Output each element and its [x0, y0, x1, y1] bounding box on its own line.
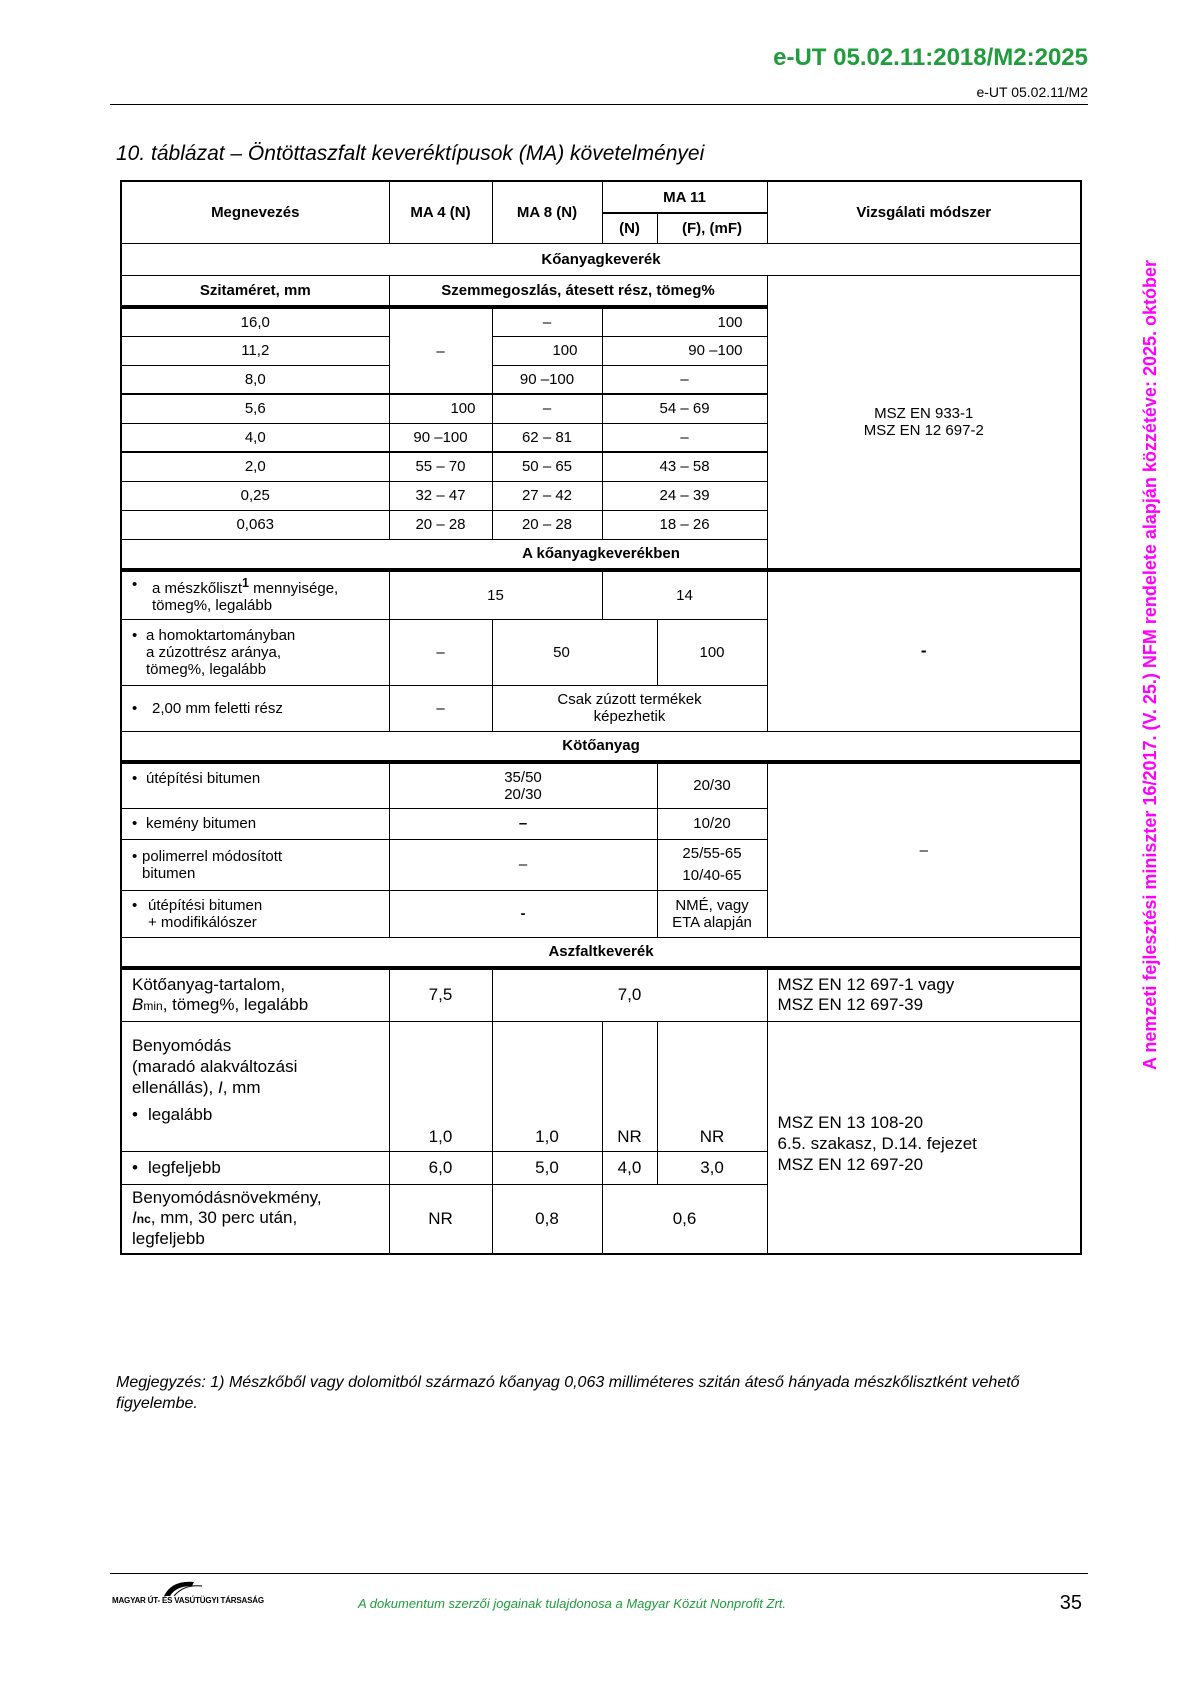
sieve-size: 5,6: [121, 394, 389, 423]
footer-divider: [110, 1573, 1088, 1574]
binder-ma11f: 20/30: [657, 762, 767, 808]
section-in-aggregate: A kőanyagkeverékben: [121, 539, 1081, 570]
coarse-label: [121, 685, 389, 731]
method-line: 6.5. szakasz, D.14. fejezet: [777, 1133, 977, 1153]
sieve-size: 0,25: [121, 481, 389, 510]
indentation-max-ma11n: 4,0: [602, 1151, 657, 1184]
subscript: min: [143, 999, 163, 1014]
ma11-value: 43 – 58: [602, 452, 767, 481]
label-text: bitumen: [142, 864, 196, 882]
text-line: képezhetik: [593, 708, 666, 725]
binder-ma11f: [657, 839, 767, 890]
col-header-ma8: MA 8 (N): [492, 181, 602, 243]
binder-ma4-ma11n: -: [389, 890, 657, 937]
sieve-size: 8,0: [121, 365, 389, 394]
ma8-value: 20 – 28: [492, 510, 602, 539]
binder-ma4-ma11n: –: [389, 839, 657, 890]
bullet-icon: •: [132, 699, 138, 717]
ma11-value: –: [602, 423, 767, 452]
label-text: + modifikálószer: [148, 913, 257, 931]
indentation-min-ma11f: NR: [657, 1021, 767, 1151]
bullet-icon: •: [132, 770, 138, 787]
grading-header: Szemmegoszlás, átesett rész, tömeg%: [389, 275, 767, 307]
bullet-icon: •: [132, 847, 138, 865]
text-line: 10/40-65: [682, 866, 742, 884]
road-arc-icon: [112, 1578, 262, 1598]
footnote: Megjegyzés: 1) Mészkőből vagy dolomitból származó kőanyag 0,063 milliméteres szitán áteső hányada mészkőlisztként vehető figyelembe.: [116, 1374, 1020, 1412]
ma11-value: –: [602, 365, 767, 394]
label-text: legfeljebb: [132, 1229, 205, 1249]
label-text: mennyisége,: [248, 580, 339, 598]
increase-label: [121, 1184, 389, 1254]
copyright-note: A dokumentum szerzői jogainak tulajdonosa a Magyar Közút Nonprofit Zrt.: [358, 1596, 787, 1611]
binder-method: –: [767, 762, 1081, 937]
binder-ma4-ma11n: –: [389, 808, 657, 839]
section-row: [121, 539, 1081, 570]
ma8-value: 50 – 65: [492, 452, 602, 481]
binder-label: [121, 839, 389, 890]
sand-ma4: –: [389, 619, 492, 685]
binder-label: [121, 762, 389, 808]
bullet-icon: •: [132, 576, 138, 594]
indentation-min-ma11n: NR: [602, 1021, 657, 1151]
ma8-value: –: [492, 394, 602, 423]
sieve-size: 16,0: [121, 307, 389, 336]
filler-ma4-ma8: 15: [389, 570, 602, 619]
method-line: MSZ EN 12 697-2: [863, 421, 984, 439]
grading-header-row: [121, 275, 1081, 307]
ma8-value: 90 –100: [492, 365, 602, 394]
text-line: 35/50: [504, 768, 542, 786]
ma4-value: 90 –100: [389, 423, 492, 452]
indentation-max-ma11f: 3,0: [657, 1151, 767, 1184]
bullet-icon: •: [132, 626, 138, 644]
increase-ma11: 0,6: [602, 1184, 767, 1254]
binder-content-method: [767, 968, 1081, 1021]
binder-content-ma4: 7,5: [389, 968, 492, 1021]
symbol: B: [132, 995, 144, 1015]
indentation-min-ma8: 1,0: [492, 1021, 602, 1151]
section-row: [121, 243, 1081, 275]
ma8-value: 100: [492, 336, 602, 365]
bullet-icon: •: [132, 1157, 138, 1177]
method-line: MSZ EN 12 697-20: [777, 1154, 924, 1174]
bullet-icon: •: [132, 896, 138, 914]
text-line: NMÉ, vagy: [675, 896, 749, 914]
indentation-method: [767, 1021, 1081, 1254]
text-line: 25/55-65: [682, 844, 742, 862]
indentation-max-ma4: 6,0: [389, 1151, 492, 1184]
binder-ma11f: [657, 890, 767, 937]
label-text: a zúzottrész aránya,: [146, 643, 282, 661]
ma4-value: –: [389, 307, 492, 394]
coarse-rest: [492, 685, 767, 731]
sieve-size: 11,2: [121, 336, 389, 365]
ma4-value: 100: [389, 394, 492, 423]
text-line: Csak zúzott termékek: [557, 691, 702, 708]
binder-ma11f: 10/20: [657, 808, 767, 839]
in-aggregate-method: -: [767, 570, 1081, 731]
document-id: e-UT 05.02.11:2018/M2:2025: [773, 44, 1088, 71]
header-divider: [110, 104, 1088, 105]
binder-content-label: [121, 968, 389, 1021]
binder-ma4-ma11n: [389, 762, 657, 808]
ma11-value: 24 – 39: [602, 481, 767, 510]
label-text: útépítési bitumen: [148, 896, 263, 914]
label-text: (maradó alakváltozási: [132, 1056, 298, 1076]
coarse-ma4: –: [389, 685, 492, 731]
text-line: 20/30: [504, 785, 542, 803]
table-row: [121, 762, 1081, 808]
col-header-ma11-f: (F), (mF): [657, 213, 767, 243]
grading-method: [767, 275, 1081, 570]
label-text: a mészkőliszt: [152, 580, 243, 598]
ma11-value: 90 –100: [602, 336, 767, 365]
subscript: nc: [136, 1212, 151, 1227]
table-row: [121, 1021, 1081, 1151]
section-row: [121, 937, 1081, 968]
page-number: 35: [1059, 1592, 1082, 1614]
bullet-icon: •: [132, 815, 138, 832]
sand-label: [121, 619, 389, 685]
symbol: I: [218, 1077, 223, 1097]
label-text: Benyomódás: [132, 1035, 232, 1055]
label-text: 2,00 mm feletti rész: [152, 699, 283, 717]
ma8-value: 27 – 42: [492, 481, 602, 510]
label-text: kemény bitumen: [146, 815, 257, 832]
ma8-value: –: [492, 307, 602, 336]
filler-label: [121, 570, 389, 619]
section-row: [121, 731, 1081, 762]
col-header-ma4: MA 4 (N): [389, 181, 492, 243]
method-line: MSZ EN 933-1: [874, 404, 974, 422]
label-text: tömeg%, legalább: [152, 597, 273, 615]
label-text: tömeg%, legalább: [146, 660, 267, 678]
label-text: ellenállás),: [132, 1077, 218, 1097]
ma11-value: 100: [602, 307, 767, 336]
method-line: MSZ EN 13 108-20: [777, 1112, 924, 1132]
section-binder: Kötőanyag: [121, 731, 1081, 762]
col-header-method: Vizsgálati módszer: [767, 181, 1081, 243]
label-text: a homoktartományban: [146, 626, 296, 644]
section-asphalt: Aszfaltkeverék: [121, 937, 1081, 968]
header-row: [121, 181, 1081, 213]
table-title: 10. táblázat – Öntöttaszfalt keveréktípusok (MA) követelményei: [116, 142, 705, 165]
ma8-value: 62 – 81: [492, 423, 602, 452]
footnote-ref: 1: [242, 576, 249, 591]
sand-ma11f: 100: [657, 619, 767, 685]
table-row: [121, 570, 1081, 619]
label-text: , tömeg%, legalább: [162, 995, 309, 1015]
col-header-name: Megnevezés: [121, 181, 389, 243]
label-text: , mm: [222, 1077, 261, 1097]
sieve-header: Szitaméret, mm: [121, 275, 389, 307]
binder-content-rest: 7,0: [492, 968, 767, 1021]
indentation-max-label: [121, 1151, 389, 1184]
sieve-size: 4,0: [121, 423, 389, 452]
table-row: [121, 968, 1081, 1021]
label-text: legalább: [148, 1104, 213, 1124]
increase-ma4: NR: [389, 1184, 492, 1254]
indentation-max-ma8: 5,0: [492, 1151, 602, 1184]
indentation-min-ma4: 1,0: [389, 1021, 492, 1151]
bullet-icon: •: [132, 1104, 138, 1124]
text-line: ETA alapján: [672, 913, 752, 931]
ma4-value: 20 – 28: [389, 510, 492, 539]
sand-ma8-ma11n: 50: [492, 619, 657, 685]
ma4-value: 32 – 47: [389, 481, 492, 510]
filler-ma11: 14: [602, 570, 767, 619]
section-aggregate: Kőanyagkeverék: [121, 243, 1081, 275]
logo-text: MAGYAR ÚT- ÉS VASÚTÜGYI TÁRSASÁG: [112, 1596, 264, 1605]
label-text: útépítési bitumen: [146, 770, 261, 787]
col-header-ma11: MA 11: [602, 181, 767, 213]
label-text: Kötőanyag-tartalom,: [132, 975, 286, 995]
society-logo: [112, 1578, 262, 1618]
increase-ma8: 0,8: [492, 1184, 602, 1254]
requirements-table: [120, 180, 1082, 1255]
publication-note: A nemzeti fejlesztési miniszter 16/2017. (V. 25.) NFM rendelete alapján közzétéve: 2025. október: [1140, 260, 1160, 1070]
ma11-value: 18 – 26: [602, 510, 767, 539]
sieve-size: 2,0: [121, 452, 389, 481]
sieve-size: 0,063: [121, 510, 389, 539]
ma4-value: 55 – 70: [389, 452, 492, 481]
ma11-value: 54 – 69: [602, 394, 767, 423]
binder-label: [121, 808, 389, 839]
method-line: MSZ EN 12 697-1 vagy: [777, 975, 955, 995]
binder-label: [121, 890, 389, 937]
document-sub-id: e-UT 05.02.11/M2: [976, 84, 1088, 100]
col-header-ma11-n: (N): [602, 213, 657, 243]
label-text: , mm, 30 perc után,: [150, 1208, 298, 1228]
method-line: MSZ EN 12 697-39: [777, 995, 924, 1015]
indentation-label: [121, 1021, 389, 1151]
label-text: legfeljebb: [148, 1157, 221, 1177]
label-text: polimerrel módosított: [142, 847, 283, 865]
label-text: Benyomódásnövekmény,: [132, 1188, 322, 1208]
symbol: I: [132, 1208, 137, 1228]
